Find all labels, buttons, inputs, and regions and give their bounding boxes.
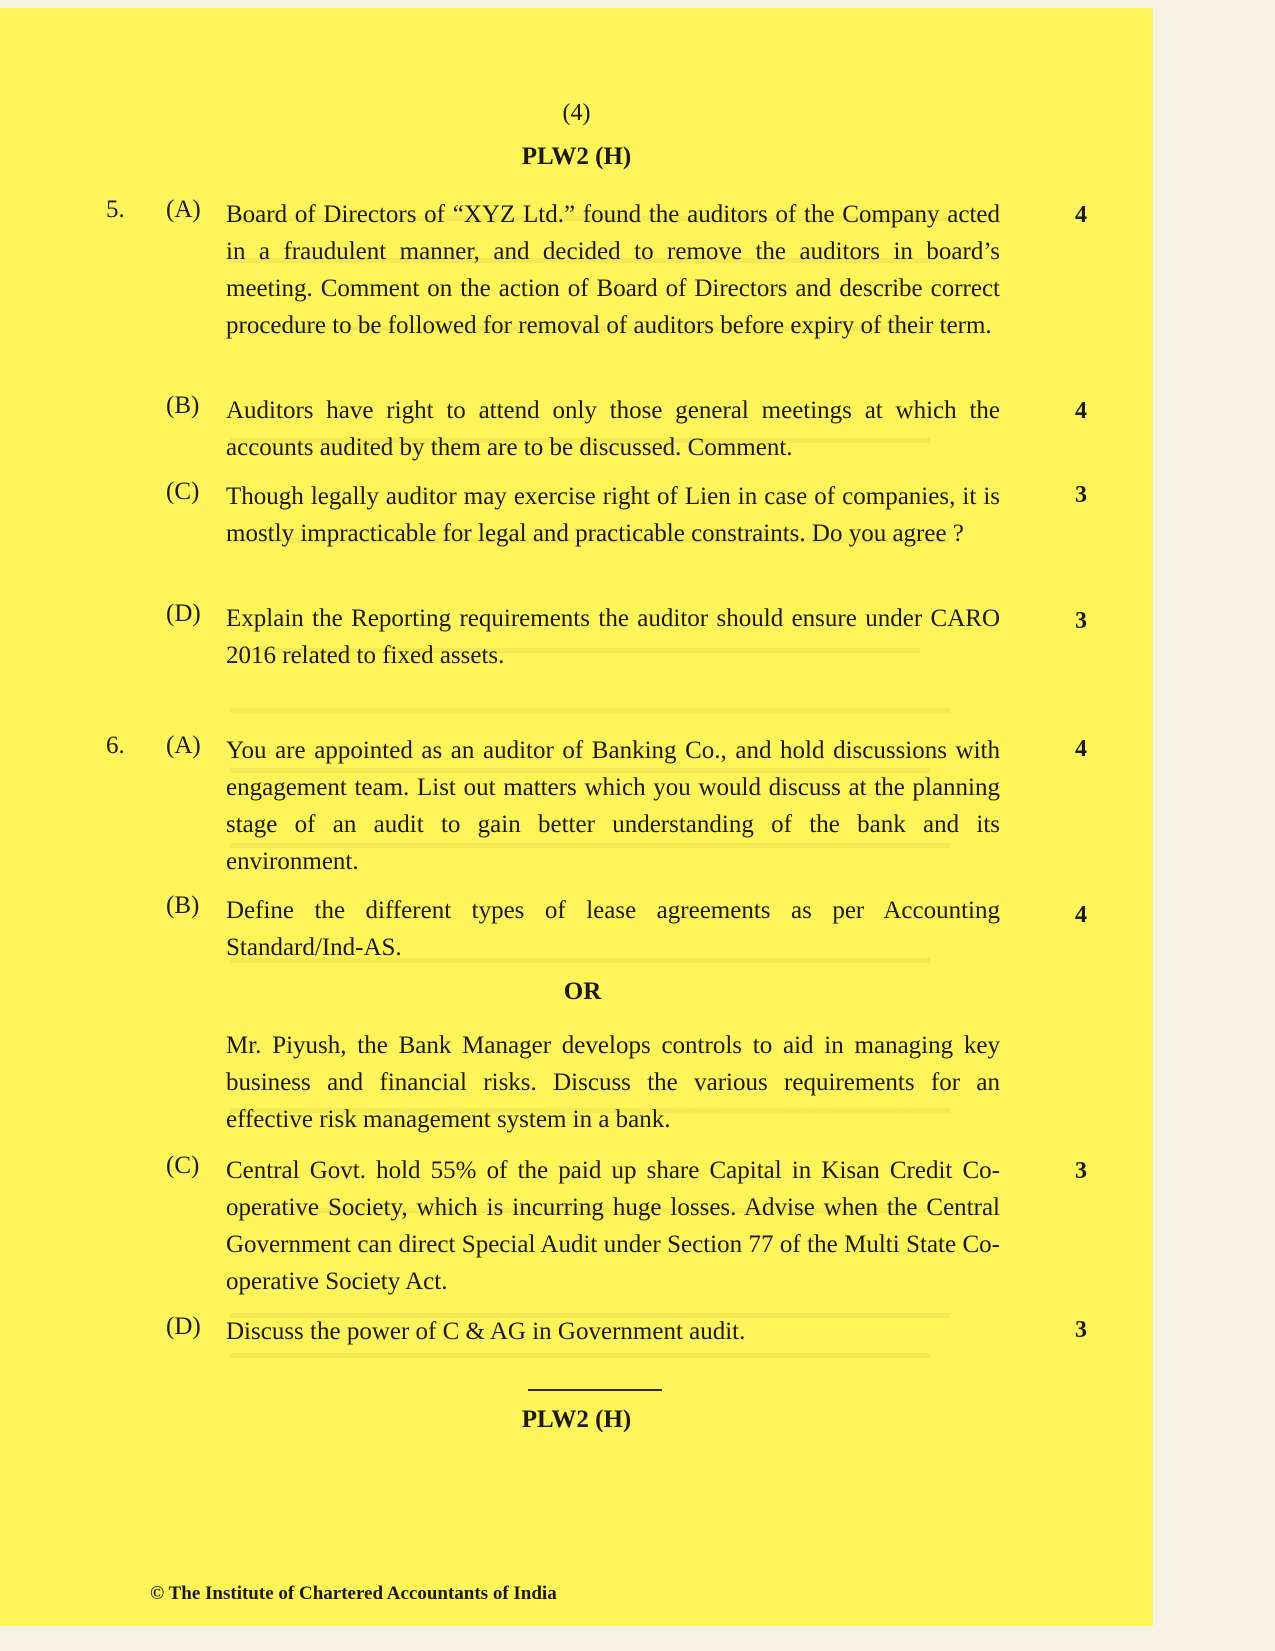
q6-part-c-label: (C) bbox=[166, 1152, 200, 1179]
q5-part-b-label: (B) bbox=[166, 392, 200, 419]
question-6-number: 6. bbox=[106, 732, 125, 759]
q5-part-b-text: Auditors have right to attend only those general meetings at which the accounts audited by them are to be discussed. Comment. bbox=[226, 397, 1000, 461]
q6-part-d-text: Discuss the power of C & AG in Government audit. bbox=[226, 1318, 746, 1345]
q5-part-d-marks: 3 bbox=[1075, 608, 1087, 634]
q6-part-d-marks: 3 bbox=[1075, 1317, 1087, 1343]
q5-part-a-marks: 4 bbox=[1075, 202, 1087, 228]
q6-part-b-marks: 4 bbox=[1075, 902, 1087, 928]
q5-part-c-text: Though legally auditor may exercise right of Lien in case of companies, it is mostly impracticable for legal and practicable constraints. Do you agree ? bbox=[226, 483, 1000, 547]
q6-part-b-label: (B) bbox=[166, 892, 200, 919]
q6-part-c-text: Central Govt. hold 55% of the paid up share Capital in Kisan Credit Co-operative Society, which is incurring huge losses. Advise when the Central Government can direct Special Audit under Section 77 of the Multi State Co-operative Society Act. bbox=[226, 1157, 1000, 1295]
page-number: (4) bbox=[562, 100, 591, 126]
question-5-number: 5. bbox=[106, 196, 125, 223]
q6-part-a-label: (A) bbox=[166, 732, 201, 759]
q5-part-a-text: Board of Directors of “XYZ Ltd.” found the auditors of the Company acted in a fraudulent manner, and decided to remove the auditors in board’s meeting. Comment on the action of Board of Directors and describe correct procedure to be followed for removal of auditors before expiry of their term. bbox=[226, 201, 1000, 339]
end-rule bbox=[528, 1389, 662, 1391]
q6-part-a-text: You are appointed as an auditor of Banking Co., and hold discussions with engagement team. List out matters which you would discuss at the planning stage of an audit to gain better understanding of the bank and its environment. bbox=[226, 737, 1000, 875]
paper-code-bottom: PLW2 (H) bbox=[521, 1406, 632, 1433]
q5-part-d-text: Explain the Reporting requirements the auditor should ensure under CARO 2016 related to fixed assets. bbox=[226, 605, 1000, 669]
q5-part-b-marks: 4 bbox=[1075, 398, 1087, 424]
or-separator: OR bbox=[563, 978, 602, 1005]
q6-part-b-text: Define the different types of lease agreements as per Accounting Standard/Ind-AS. bbox=[226, 897, 1000, 961]
q6-part-b-alternative-text: Mr. Piyush, the Bank Manager develops controls to aid in managing key business and financial risks. Discuss the various requirements for an effective risk management system in a bank. bbox=[226, 1032, 1000, 1133]
copyright-footer: © The Institute of Chartered Accountants of India bbox=[150, 1583, 557, 1604]
q5-part-c-label: (C) bbox=[166, 478, 200, 505]
exam-page bbox=[0, 8, 1153, 1626]
q5-part-a-label: (A) bbox=[166, 196, 201, 223]
q5-part-c-marks: 3 bbox=[1075, 482, 1087, 508]
q6-part-d-label: (D) bbox=[166, 1313, 201, 1340]
q5-part-d-label: (D) bbox=[166, 600, 201, 627]
q6-part-c-marks: 3 bbox=[1075, 1158, 1087, 1184]
q6-part-a-marks: 4 bbox=[1075, 736, 1087, 762]
paper-code-top: PLW2 (H) bbox=[521, 143, 632, 170]
